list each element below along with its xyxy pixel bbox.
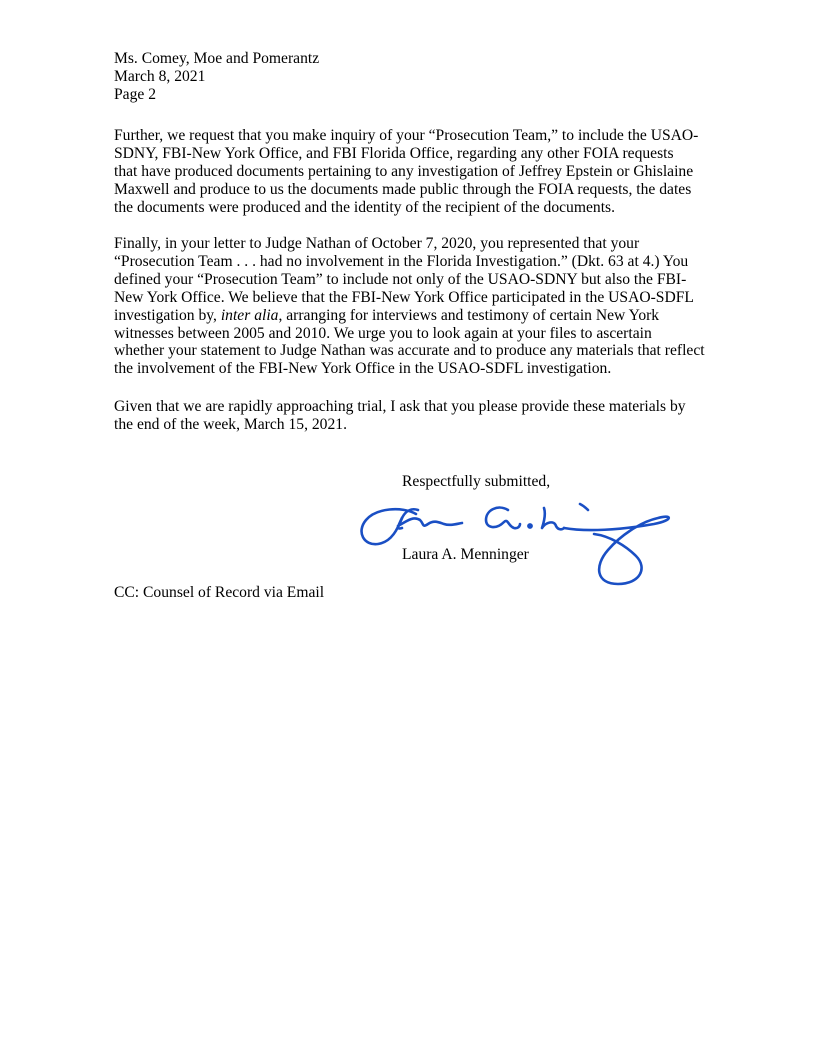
paragraph-line: that have produced documents pertaining to any investigation of Jeffrey Epstein or Ghislaine — [114, 162, 694, 180]
paragraph-line: Maxwell and produce to us the documents made public through the FOIA requests, the dates — [114, 180, 692, 198]
paragraph-line: defined your “Prosecution Team” to include not only of the USAO-SDNY but also the FBI- — [114, 270, 687, 288]
paragraph-line: the involvement of the FBI-New York Office in the USAO-SDFL investigation. — [114, 360, 612, 378]
paragraph-line — [114, 307, 726, 325]
paragraph-line: Further, we request that you make inquiry of your “Prosecution Team,” to include the USAO- — [114, 127, 699, 144]
paragraph-line: whether your statement to Judge Nathan was accurate and to produce any materials that reflect — [114, 342, 705, 360]
signer-name: Laura A. Menninger — [402, 546, 529, 563]
paragraph-line: Given that we are rapidly approaching trial, I ask that you please provide these materials by — [114, 398, 686, 415]
date-line: March 8, 2021 — [114, 67, 206, 85]
paragraph-line: SDNY, FBI-New York Office, and FBI Florida Office, regarding any other FOIA requests — [114, 144, 674, 162]
handwritten-signature — [358, 496, 676, 590]
line-text: investigation by, — [114, 306, 221, 324]
cc-line: CC: Counsel of Record via Email — [114, 584, 325, 601]
paragraph-line: New York Office. We believe that the FBI-New York Office participated in the USAO-SDFL — [114, 288, 694, 306]
paragraph-line: Finally, in your letter to Judge Nathan of October 7, 2020, you represented that your — [114, 235, 640, 252]
paragraph-line: the end of the week, March 15, 2021. — [114, 415, 347, 433]
paragraph-line: the documents were produced and the identity of the recipient of the documents. — [114, 198, 616, 216]
page-number: Page 2 — [114, 85, 157, 103]
signature-svg — [358, 496, 676, 590]
recipients-line: Ms. Comey, Moe and Pomerantz — [114, 50, 320, 67]
closing-line: Respectfully submitted, — [402, 473, 551, 490]
line-text: , arranging for interviews and testimony of certain New York — [278, 306, 660, 324]
paragraph-inquiry — [114, 127, 726, 217]
letter-header — [114, 50, 319, 104]
paragraph-line: witnesses between 2005 and 2010. We urge you to look again at your files to ascertain — [114, 324, 652, 342]
italic-phrase: inter alia — [220, 306, 279, 324]
paragraph-deadline — [114, 398, 726, 434]
paragraph-line: “Prosecution Team . . . had no involvement in the Florida Investigation.” (Dkt. 63 at 4.) You — [114, 252, 689, 270]
paragraph-prosecution-team — [114, 235, 726, 378]
